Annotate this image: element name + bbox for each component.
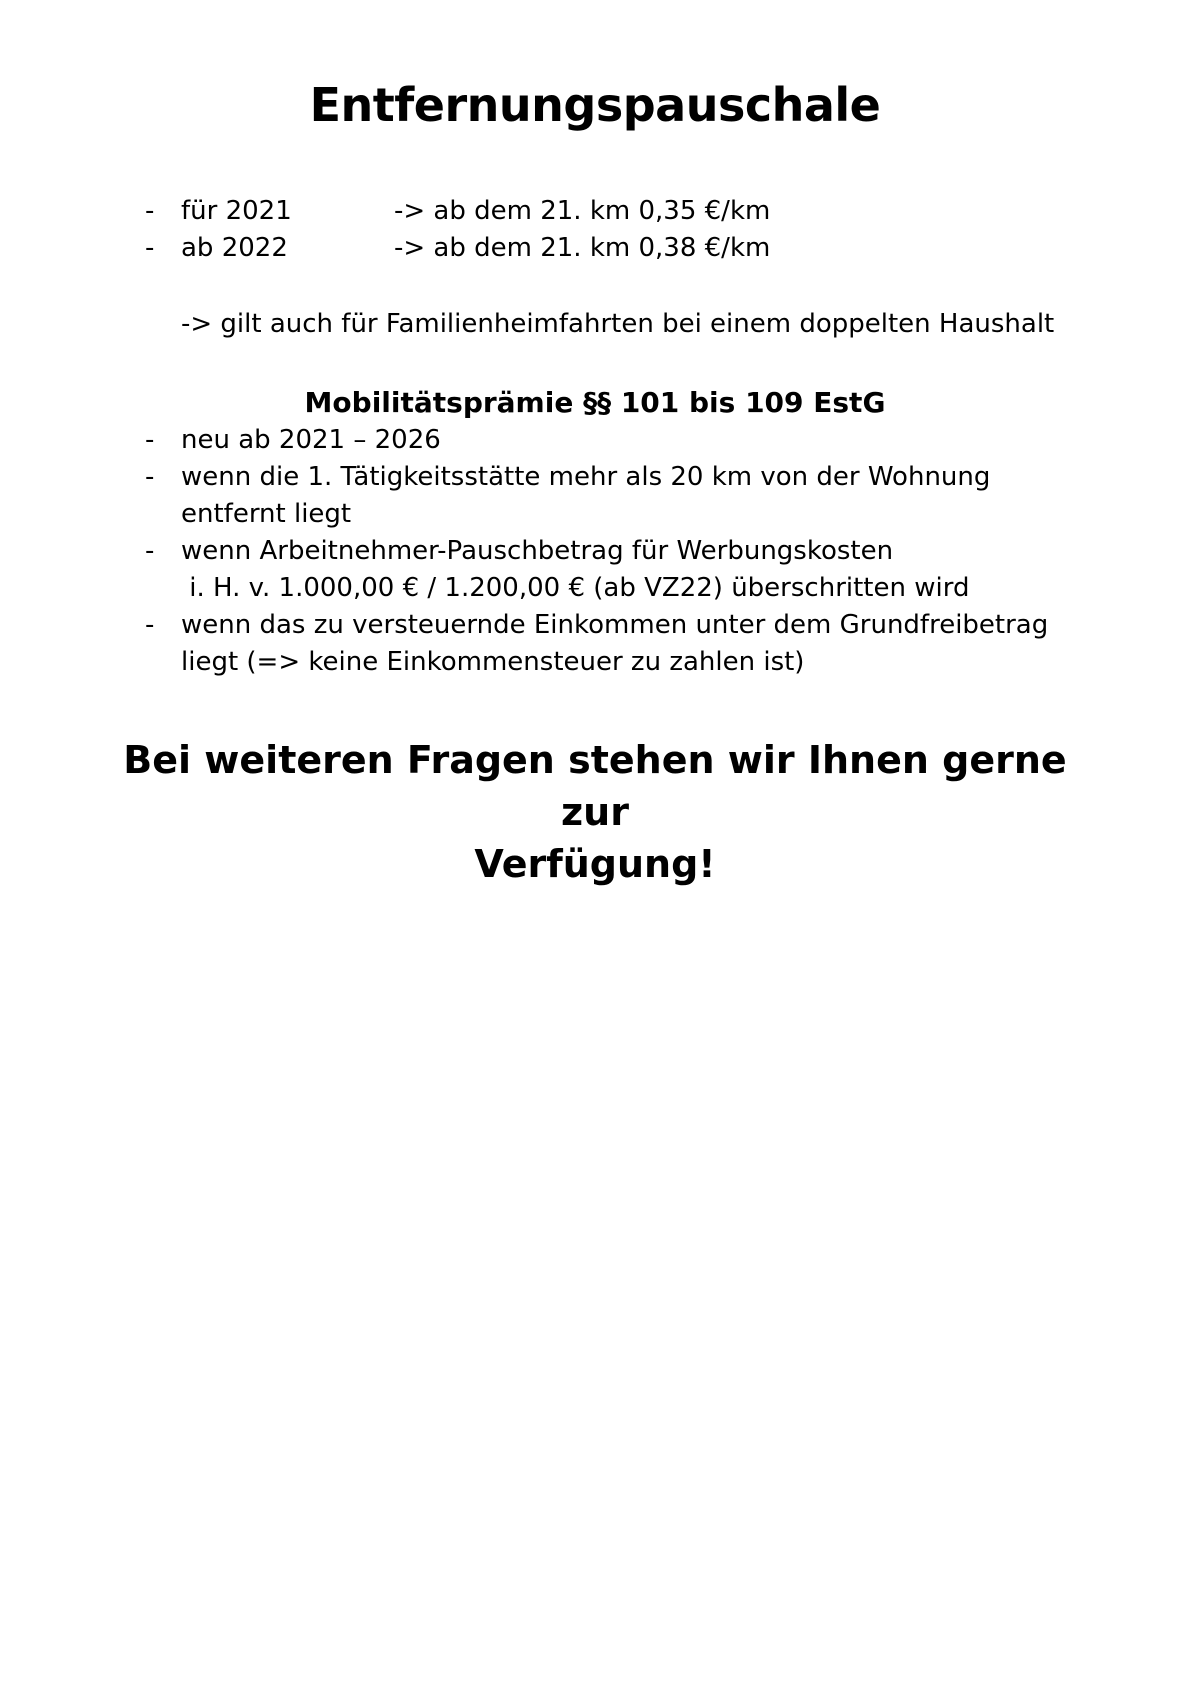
closing-line-1: Bei weiteren Fragen stehen wir Ihnen gerne zur bbox=[123, 738, 1067, 834]
list-bullet: - bbox=[145, 425, 155, 455]
list-bullet: - bbox=[145, 196, 155, 226]
closing-message bbox=[100, 734, 1090, 890]
rate-year-label: ab 2022 bbox=[181, 233, 288, 263]
page-title: Entfernungspauschale bbox=[309, 78, 881, 132]
list-item-text-continued: i. H. v. 1.000,00 € / 1.200,00 € (ab VZ22) überschritten wird bbox=[181, 573, 970, 603]
rates-note: -> gilt auch für Familienheimfahrten bei einem doppelten Haushalt bbox=[181, 309, 1055, 339]
list-item-text: wenn Arbeitnehmer-Pauschbetrag für Werbungskosten bbox=[181, 536, 894, 566]
list-bullet: - bbox=[145, 233, 155, 263]
rate-value: -> ab dem 21. km 0,38 €/km bbox=[394, 233, 771, 263]
list-item-text-continued: liegt (=> keine Einkommensteuer zu zahlen ist) bbox=[181, 647, 805, 677]
list-bullet: - bbox=[145, 536, 155, 566]
rate-value: -> ab dem 21. km 0,35 €/km bbox=[394, 196, 771, 226]
closing-line-2: Verfügung! bbox=[474, 842, 716, 886]
list-bullet: - bbox=[145, 610, 155, 640]
section-heading: Mobilitätsprämie §§ 101 bis 109 EstG bbox=[304, 386, 886, 419]
list-item-text-continued: entfernt liegt bbox=[181, 499, 352, 529]
list-item-text: neu ab 2021 – 2026 bbox=[181, 425, 441, 455]
list-item-text: wenn das zu versteuernde Einkommen unter dem Grundfreibetrag bbox=[181, 610, 1049, 640]
rate-year-label: für 2021 bbox=[181, 196, 292, 226]
list-bullet: - bbox=[145, 462, 155, 492]
list-item-text: wenn die 1. Tätigkeitsstätte mehr als 20 km von der Wohnung bbox=[181, 462, 991, 492]
